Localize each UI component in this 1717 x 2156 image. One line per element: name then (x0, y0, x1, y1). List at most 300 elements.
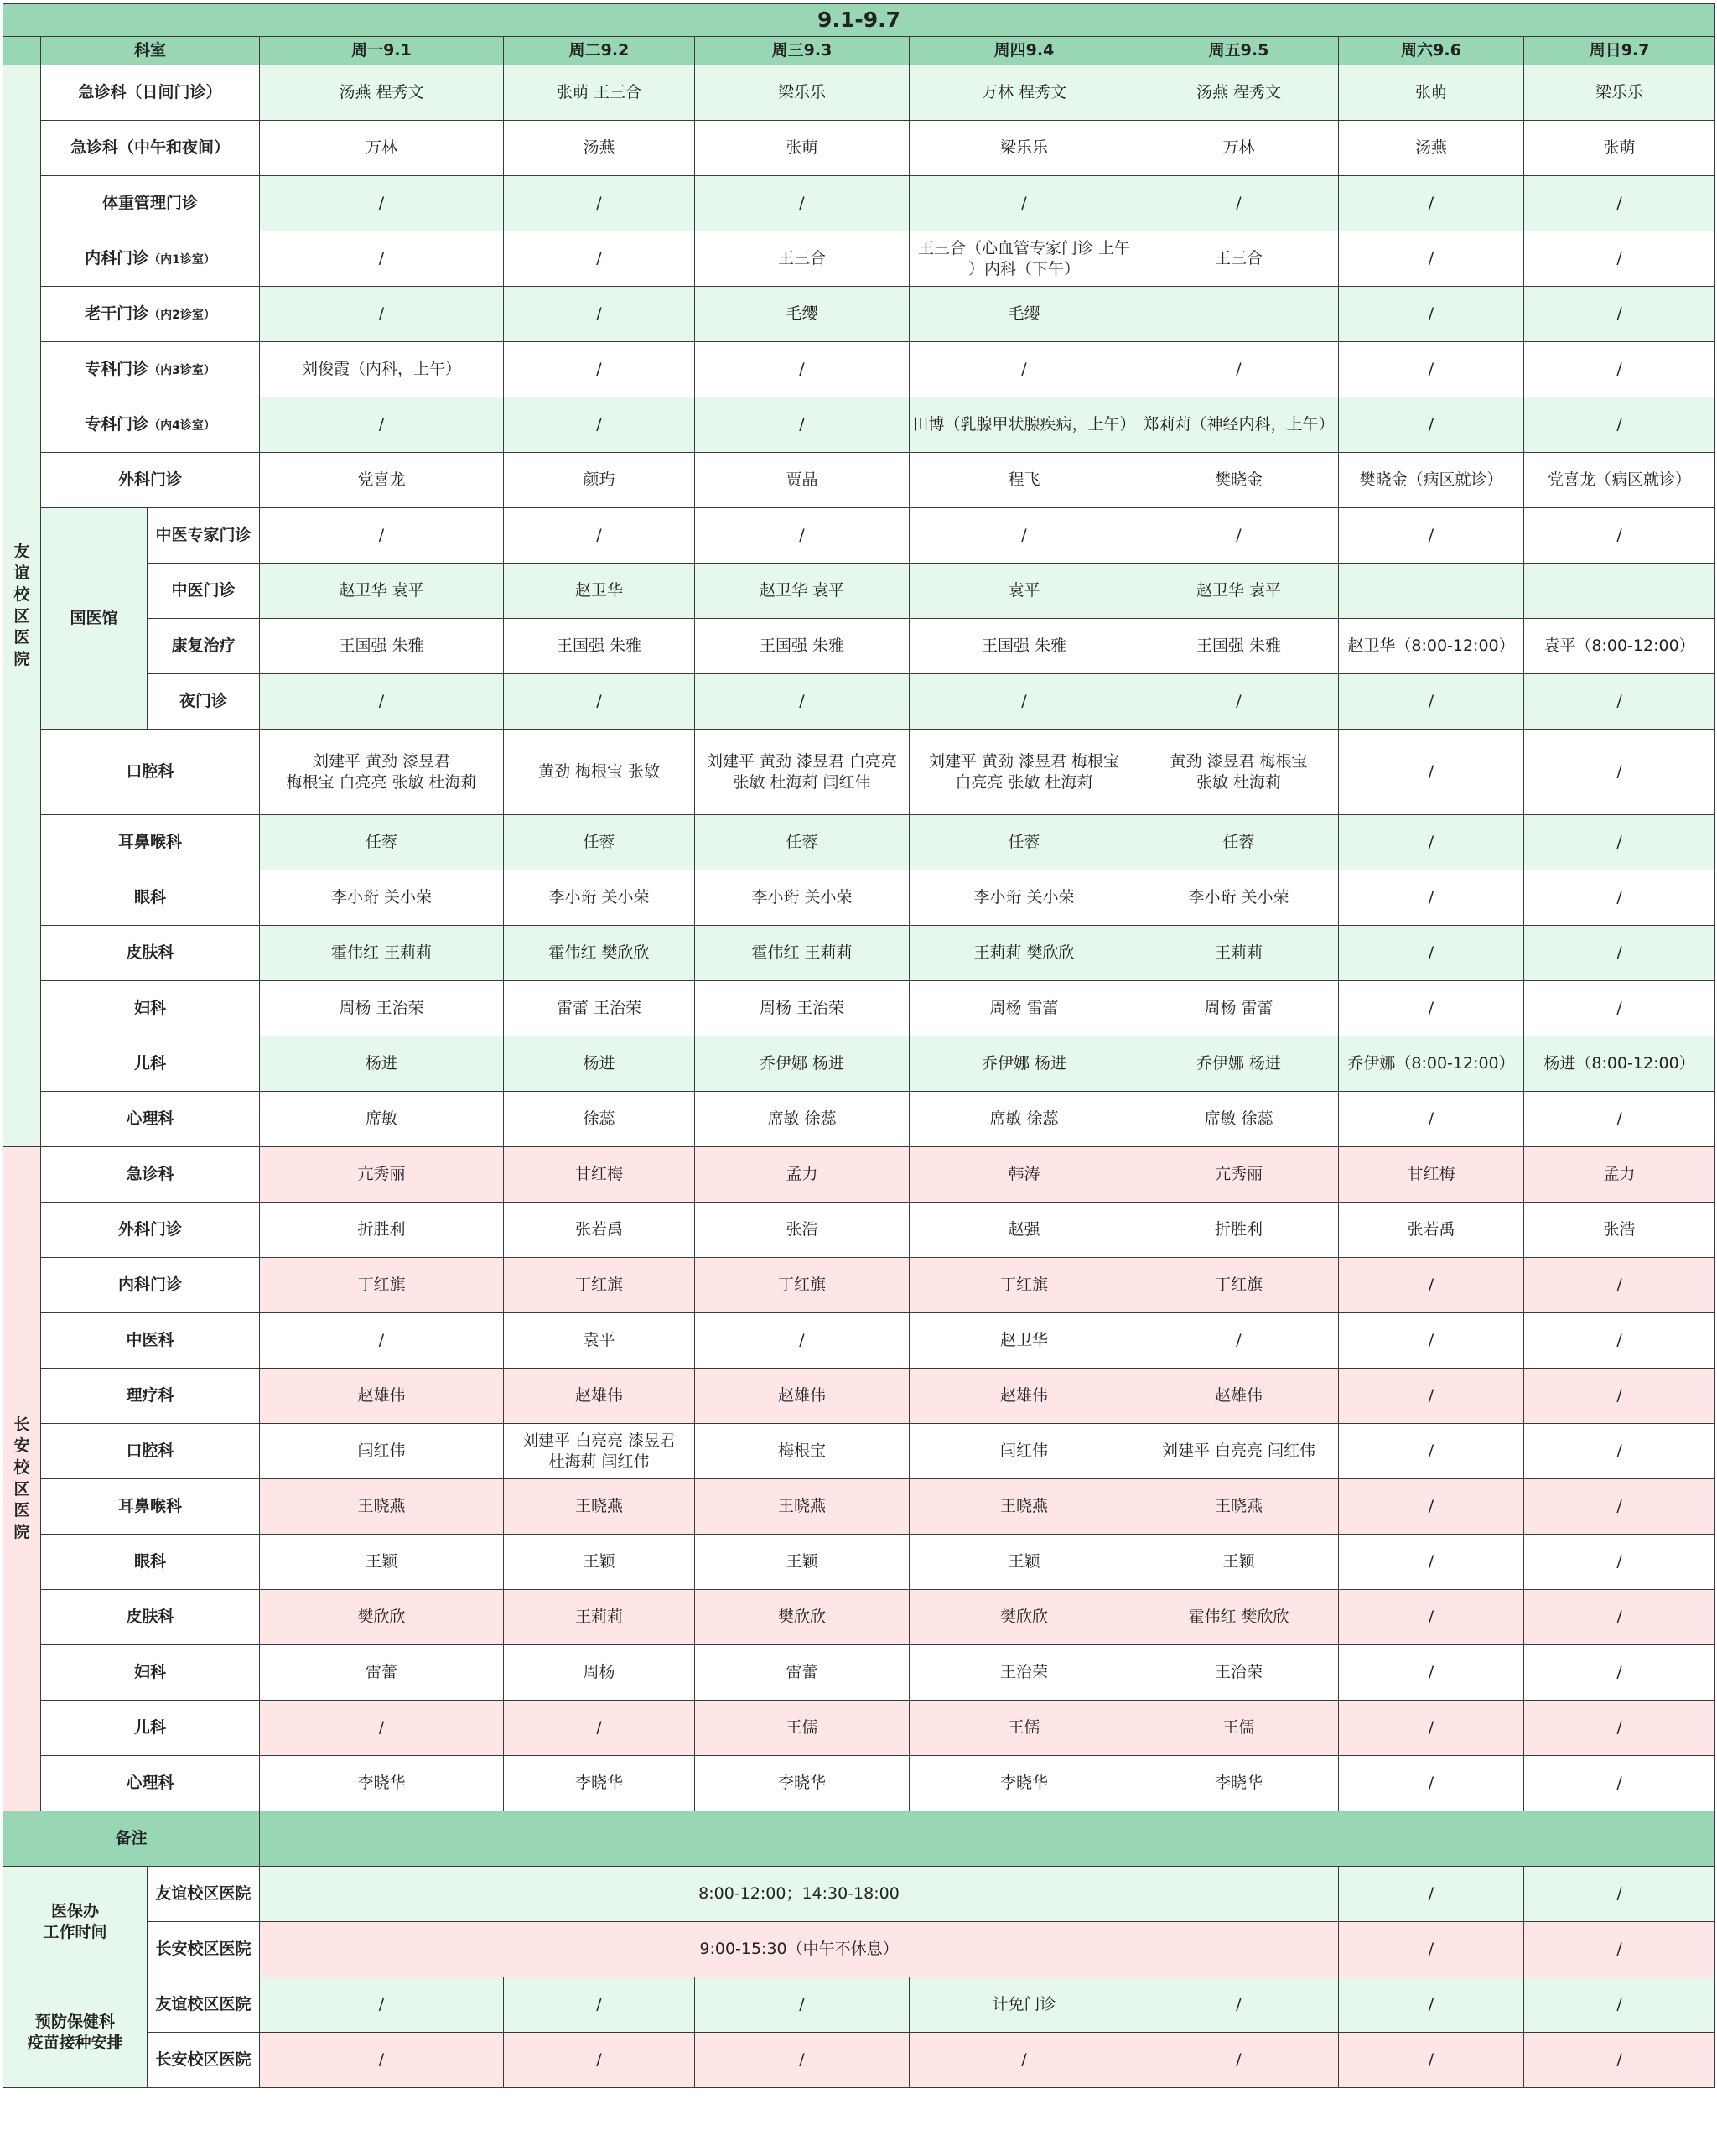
dept-name: 皮肤科 (126, 943, 174, 963)
schedule-cell: 赵卫华 袁平 (1139, 564, 1339, 619)
schedule-cell: 王国强 朱雅 (260, 619, 504, 674)
dept-name: 专科门诊 (85, 360, 149, 379)
schedule-cell: 王治荣 (910, 1645, 1139, 1701)
dept-name: 外科门诊 (117, 1220, 182, 1239)
table-title: 9.1-9.7 (3, 4, 1715, 37)
schedule-cell: 闫红伟 (260, 1424, 504, 1479)
schedule-cell: / (504, 1701, 695, 1756)
schedule-cell: / (1524, 397, 1715, 453)
schedule-cell: / (1339, 1977, 1524, 2033)
table-row (3, 508, 1715, 564)
schedule-cell: 席敏 徐蕊 (695, 1092, 910, 1147)
dept-name: 老干门诊 (85, 304, 149, 324)
schedule-cell: / (1524, 1756, 1715, 1811)
schedule-cell: / (1524, 926, 1715, 981)
schedule-cell: 刘建平 黄劲 漆昱君 梅根宝 白亮亮 张敏 杜海莉 (910, 730, 1139, 815)
schedule-cell: 赵卫华 (910, 1313, 1139, 1369)
schedule-cell: 刘俊霞（内科，上午） (260, 342, 504, 397)
schedule-cell: 王莉莉 (1139, 926, 1339, 981)
campus-name: 长安校区医院 (148, 2033, 260, 2088)
schedule-cell: 张萌 (1524, 121, 1715, 176)
table-row (3, 1977, 1715, 2033)
dept-label (148, 508, 260, 564)
schedule-cell: 袁平 (910, 564, 1139, 619)
schedule-cell: / (1339, 1313, 1524, 1369)
schedule-cell: 丁红旗 (1139, 1258, 1339, 1313)
dept-name: 内科门诊 (85, 249, 149, 268)
schedule-cell: 王国强 朱雅 (910, 619, 1139, 674)
schedule-cell: 赵卫华（8:00-12:00） (1339, 619, 1524, 674)
schedule-cell: 亢秀丽 (1139, 1147, 1339, 1203)
schedule-cell: / (1339, 1701, 1524, 1756)
schedule-cell: 闫红伟 (910, 1424, 1139, 1479)
schedule-cell: / (504, 176, 695, 231)
schedule-cell: / (504, 397, 695, 453)
schedule-cell: / (260, 674, 504, 730)
schedule-cell: 霍伟红 樊欣欣 (1139, 1590, 1339, 1645)
schedule-cell: / (1524, 1092, 1715, 1147)
table-row (3, 1479, 1715, 1535)
schedule-cell: / (1339, 2033, 1524, 2088)
schedule-cell: 贾晶 (695, 453, 910, 508)
dept-label (41, 1258, 260, 1313)
schedule-cell: 甘红梅 (504, 1147, 695, 1203)
schedule-cell: / (1339, 815, 1524, 870)
schedule-cell: / (1524, 981, 1715, 1036)
header-day: 周六9.6 (1339, 37, 1524, 65)
table-row (3, 287, 1715, 342)
dept-name: 耳鼻喉科 (117, 1497, 182, 1516)
schedule-cell: 袁平（8:00-12:00） (1524, 619, 1715, 674)
schedule-cell: 樊欣欣 (695, 1590, 910, 1645)
schedule-cell: 颜玙 (504, 453, 695, 508)
schedule-cell: 张浩 (695, 1203, 910, 1258)
dept-label (41, 65, 260, 121)
schedule-cell: 丁红旗 (504, 1258, 695, 1313)
schedule-cell: / (504, 508, 695, 564)
schedule-cell: / (910, 674, 1139, 730)
schedule-cell: 程飞 (910, 453, 1139, 508)
dept-label (41, 1369, 260, 1424)
schedule-cell: 袁平 (504, 1313, 695, 1369)
schedule-cell: 王儒 (1139, 1701, 1339, 1756)
schedule-cell: / (1524, 342, 1715, 397)
schedule-cell: 赵雄伟 (260, 1369, 504, 1424)
schedule-cell: / (695, 2033, 910, 2088)
schedule-cell: / (1524, 1867, 1715, 1922)
header-day: 周三9.3 (695, 37, 910, 65)
schedule-cell: 任蓉 (260, 815, 504, 870)
dept-name: 康复治疗 (171, 636, 236, 656)
schedule-cell: / (260, 1313, 504, 1369)
schedule-cell: 王颖 (695, 1535, 910, 1590)
schedule-cell: 霍伟红 王莉莉 (260, 926, 504, 981)
table-row (3, 176, 1715, 231)
schedule-cell: / (910, 508, 1139, 564)
schedule-cell: / (1339, 1922, 1524, 1977)
schedule-cell: 赵雄伟 (1139, 1369, 1339, 1424)
schedule-cell: / (1139, 674, 1339, 730)
schedule-cell: 李晓华 (695, 1756, 910, 1811)
table-row (3, 1313, 1715, 1369)
schedule-cell: 梅根宝 (695, 1424, 910, 1479)
schedule-cell: 黄劲 梅根宝 张敏 (504, 730, 695, 815)
schedule-cell: 雷蕾 (695, 1645, 910, 1701)
schedule-cell: 丁红旗 (695, 1258, 910, 1313)
schedule-cell: 赵雄伟 (695, 1369, 910, 1424)
dept-label (148, 674, 260, 730)
schedule-cell: 李晓华 (1139, 1756, 1339, 1811)
schedule-cell: / (910, 176, 1139, 231)
schedule-cell: 汤燕 (504, 121, 695, 176)
schedule-cell: 霍伟红 王莉莉 (695, 926, 910, 981)
header-dept: 科室 (41, 37, 260, 65)
room-label: （内2诊室） (148, 309, 215, 323)
schedule-cell: 乔伊娜 杨进 (695, 1036, 910, 1092)
schedule-cell: 徐蕊 (504, 1092, 695, 1147)
table-row (3, 453, 1715, 508)
schedule-cell: / (504, 2033, 695, 2088)
schedule-cell: 周杨 王治荣 (260, 981, 504, 1036)
schedule-cell: / (1339, 730, 1524, 815)
room-label: （内3诊室） (148, 364, 215, 378)
schedule-cell: / (260, 176, 504, 231)
table-row (3, 1645, 1715, 1701)
schedule-cell: / (1139, 176, 1339, 231)
schedule-cell: / (1524, 1590, 1715, 1645)
header-day: 周日9.7 (1524, 37, 1715, 65)
schedule-cell: 周杨 雷蕾 (1139, 981, 1339, 1036)
header-day: 周一9.1 (260, 37, 504, 65)
schedule-cell: / (1524, 674, 1715, 730)
schedule-cell: 杨进（8:00-12:00） (1524, 1036, 1715, 1092)
schedule-cell: / (1524, 287, 1715, 342)
schedule-cell: / (1524, 1369, 1715, 1424)
dept-name: 心理科 (126, 1109, 174, 1129)
schedule-cell: 李晓华 (910, 1756, 1139, 1811)
schedule-cell: 赵雄伟 (504, 1369, 695, 1424)
schedule-cell: 王三合 (695, 231, 910, 287)
schedule-cell: 杨进 (504, 1036, 695, 1092)
schedule-cell: 梁乐乐 (695, 65, 910, 121)
dept-name: 妇科 (133, 999, 166, 1018)
vaccine-label: 预防保健科 疫苗接种安排 (3, 1977, 148, 2088)
schedule-cell: 万林 程秀文 (910, 65, 1139, 121)
schedule-cell: 王晓燕 (910, 1479, 1139, 1535)
schedule-cell: 王莉莉 (504, 1590, 695, 1645)
schedule-cell: / (1139, 2033, 1339, 2088)
dept-label (41, 1147, 260, 1203)
schedule-table (3, 3, 1715, 2088)
dept-label (41, 287, 260, 342)
schedule-cell: / (695, 397, 910, 453)
schedule-cell: 孟力 (695, 1147, 910, 1203)
schedule-cell: / (1339, 508, 1524, 564)
dept-label (41, 981, 260, 1036)
schedule-cell: 李晓华 (260, 1756, 504, 1811)
schedule-cell: / (1339, 342, 1524, 397)
dept-name: 耳鼻喉科 (117, 833, 182, 852)
schedule-cell: 樊晓金（病区就诊） (1339, 453, 1524, 508)
schedule-cell: / (1339, 1092, 1524, 1147)
dept-name: 妇科 (133, 1663, 166, 1682)
schedule-cell: / (1139, 342, 1339, 397)
schedule-cell: / (695, 1313, 910, 1369)
schedule-cell: 党喜龙（病区就诊） (1524, 453, 1715, 508)
dept-name: 体重管理门诊 (101, 194, 198, 213)
schedule-cell: / (504, 674, 695, 730)
table-row (3, 1535, 1715, 1590)
table-row (3, 1590, 1715, 1645)
room-label: （内1诊室） (148, 253, 215, 268)
schedule-cell: 李小珩 关小荣 (260, 870, 504, 926)
schedule-cell: / (1339, 1590, 1524, 1645)
schedule-cell: 张萌 (1339, 65, 1524, 121)
schedule-cell: / (504, 231, 695, 287)
campus-label: 友 谊 校 区 医 院 (3, 65, 41, 1147)
schedule-cell: / (1339, 176, 1524, 231)
dept-name: 口腔科 (126, 762, 174, 782)
schedule-cell: / (910, 342, 1139, 397)
schedule-cell: 任蓉 (910, 815, 1139, 870)
schedule-cell: 周杨 王治荣 (695, 981, 910, 1036)
schedule-cell: / (260, 2033, 504, 2088)
schedule-cell: / (695, 674, 910, 730)
table-row (3, 815, 1715, 870)
table-row (3, 1258, 1715, 1313)
table-row (3, 1092, 1715, 1147)
dept-label (41, 926, 260, 981)
schedule-cell: 王颖 (1139, 1535, 1339, 1590)
schedule-cell: / (695, 176, 910, 231)
header-day: 周五9.5 (1139, 37, 1339, 65)
dept-label (41, 231, 260, 287)
schedule-cell: / (260, 1701, 504, 1756)
schedule-cell: 雷蕾 王治荣 (504, 981, 695, 1036)
schedule-cell: / (1339, 1535, 1524, 1590)
table-row (3, 1369, 1715, 1424)
dept-label (41, 1645, 260, 1701)
schedule-cell: 梁乐乐 (910, 121, 1139, 176)
dept-name: 外科门诊 (117, 470, 182, 490)
schedule-cell: 梁乐乐 (1524, 65, 1715, 121)
table-row (3, 1867, 1715, 1922)
schedule-cell: / (1339, 287, 1524, 342)
schedule-cell: 赵卫华 袁平 (260, 564, 504, 619)
dept-name: 儿科 (133, 1054, 166, 1073)
schedule-cell: 赵卫华 (504, 564, 695, 619)
schedule-cell: 李小珩 关小荣 (910, 870, 1139, 926)
dept-label (41, 121, 260, 176)
schedule-cell: / (695, 508, 910, 564)
schedule-cell: 雷蕾 (260, 1645, 504, 1701)
schedule-cell: 万林 (1139, 121, 1339, 176)
schedule-cell: 席敏 徐蕊 (1139, 1092, 1339, 1147)
schedule-cell: / (1524, 2033, 1715, 2088)
table-row (3, 619, 1715, 674)
schedule-cell: 席敏 徐蕊 (910, 1092, 1139, 1147)
header-day: 周二9.2 (504, 37, 695, 65)
table-row (3, 1203, 1715, 1258)
schedule-cell: 丁红旗 (260, 1258, 504, 1313)
schedule-cell: 乔伊娜 杨进 (910, 1036, 1139, 1092)
schedule-cell: / (1339, 981, 1524, 1036)
dept-name: 中医科 (126, 1331, 174, 1350)
schedule-cell: / (1339, 1369, 1524, 1424)
schedule-cell: / (695, 342, 910, 397)
schedule-cell: / (260, 397, 504, 453)
schedule-cell: / (1524, 730, 1715, 815)
schedule-cell: / (1339, 1479, 1524, 1535)
schedule-cell: / (1524, 1535, 1715, 1590)
schedule-cell: 王儒 (910, 1701, 1139, 1756)
schedule-cell: 周杨 雷蕾 (910, 981, 1139, 1036)
dept-name: 眼科 (133, 888, 166, 907)
dept-label (41, 815, 260, 870)
schedule-cell: 汤燕 程秀文 (260, 65, 504, 121)
dept-name: 专科门诊 (85, 415, 149, 434)
dept-name: 皮肤科 (126, 1608, 174, 1627)
dept-name: 中医专家门诊 (155, 526, 252, 545)
schedule-cell: 万林 (260, 121, 504, 176)
schedule-cell: / (1524, 1645, 1715, 1701)
schedule-cell: 郑莉莉（神经内科，上午） (1139, 397, 1339, 453)
table-row (3, 1424, 1715, 1479)
schedule-cell: 汤燕 (1339, 121, 1524, 176)
schedule-cell: 孟力 (1524, 1147, 1715, 1203)
schedule-cell: 王晓燕 (1139, 1479, 1339, 1535)
schedule-cell: / (910, 2033, 1139, 2088)
schedule-cell: / (1524, 1313, 1715, 1369)
schedule-cell: / (1524, 1258, 1715, 1313)
schedule-cell: 任蓉 (504, 815, 695, 870)
table-row (3, 1036, 1715, 1092)
schedule-cell: / (1524, 1922, 1715, 1977)
schedule-cell: 张浩 (1524, 1203, 1715, 1258)
schedule-cell: 刘建平 黄劲 漆昱君 白亮亮 张敏 杜海莉 闫红伟 (695, 730, 910, 815)
dept-label (41, 176, 260, 231)
schedule-cell: 赵雄伟 (910, 1369, 1139, 1424)
schedule-cell: 赵强 (910, 1203, 1139, 1258)
schedule-cell: 汤燕 程秀文 (1139, 65, 1339, 121)
schedule-cell: 乔伊娜 杨进 (1139, 1036, 1339, 1092)
schedule-cell: / (1339, 870, 1524, 926)
schedule-cell: / (1524, 1424, 1715, 1479)
schedule-cell: / (1139, 1977, 1339, 2033)
dept-name: 眼科 (133, 1552, 166, 1572)
schedule-cell: 韩涛 (910, 1147, 1139, 1203)
table-row (3, 121, 1715, 176)
dept-label (41, 342, 260, 397)
dept-label (41, 730, 260, 815)
schedule-cell: / (1339, 1258, 1524, 1313)
schedule-cell: 田博（乳腺甲状腺疾病，上午） (910, 397, 1139, 453)
table-row (3, 1701, 1715, 1756)
header-row (3, 37, 1715, 65)
dept-label (41, 1036, 260, 1092)
schedule-cell: 李小珩 关小荣 (1139, 870, 1339, 926)
table-row (3, 231, 1715, 287)
dept-name: 理疗科 (126, 1386, 174, 1405)
dept-label (41, 1535, 260, 1590)
schedule-cell: / (1524, 176, 1715, 231)
campus-name: 友谊校区医院 (148, 1977, 260, 2033)
table-row (3, 342, 1715, 397)
table-row (3, 2033, 1715, 2088)
schedule-cell: 王颖 (504, 1535, 695, 1590)
schedule-cell: 亢秀丽 (260, 1147, 504, 1203)
schedule-cell: 甘红梅 (1339, 1147, 1524, 1203)
schedule-cell: / (504, 342, 695, 397)
dept-label (41, 1203, 260, 1258)
schedule-cell: / (1524, 815, 1715, 870)
schedule-cell: 张萌 王三合 (504, 65, 695, 121)
table-row (3, 1922, 1715, 1977)
schedule-cell: 王晓燕 (260, 1479, 504, 1535)
schedule-cell: 席敏 (260, 1092, 504, 1147)
table-row (3, 65, 1715, 121)
schedule-cell: / (504, 1977, 695, 2033)
schedule-cell: / (260, 508, 504, 564)
dept-label (41, 1756, 260, 1811)
schedule-cell: 王晓燕 (695, 1479, 910, 1535)
schedule-cell: 王国强 朱雅 (695, 619, 910, 674)
schedule-cell: 刘建平 白亮亮 闫红伟 (1139, 1424, 1339, 1479)
schedule-cell: / (1524, 508, 1715, 564)
schedule-cell: 李晓华 (504, 1756, 695, 1811)
schedule-cell: / (260, 287, 504, 342)
dept-label (41, 1590, 260, 1645)
schedule-cell: 张若禹 (1339, 1203, 1524, 1258)
schedule-cell: / (1524, 1479, 1715, 1535)
schedule-cell: / (1339, 1867, 1524, 1922)
office-hours: 9:00-15:30（中午不休息） (260, 1922, 1339, 1977)
schedule-cell: 王颖 (910, 1535, 1139, 1590)
schedule-cell: 王国强 朱雅 (504, 619, 695, 674)
table-row (3, 397, 1715, 453)
room-label: （内4诊室） (148, 419, 215, 434)
schedule-cell: / (1524, 1701, 1715, 1756)
dept-name: 口腔科 (126, 1442, 174, 1461)
dept-label (41, 1313, 260, 1369)
schedule-cell: / (260, 231, 504, 287)
schedule-cell: 折胜利 (260, 1203, 504, 1258)
schedule-cell: 王国强 朱雅 (1139, 619, 1339, 674)
dept-label (41, 870, 260, 926)
dept-label (41, 1424, 260, 1479)
office-hours: 8:00-12:00；14:30-18:00 (260, 1867, 1339, 1922)
schedule-cell: / (695, 1977, 910, 2033)
dept-label (41, 453, 260, 508)
schedule-cell: / (1339, 1645, 1524, 1701)
schedule-cell: / (1339, 1424, 1524, 1479)
schedule-cell: / (1339, 231, 1524, 287)
table-row (3, 870, 1715, 926)
schedule-cell: / (260, 1977, 504, 2033)
dept-label (41, 1479, 260, 1535)
dept-name: 中医门诊 (171, 581, 236, 600)
schedule-cell: 张萌 (695, 121, 910, 176)
schedule-cell: 党喜龙 (260, 453, 504, 508)
table-row (3, 1147, 1715, 1203)
dept-label (148, 564, 260, 619)
schedule-cell: 王颖 (260, 1535, 504, 1590)
schedule-cell: 樊欣欣 (910, 1590, 1139, 1645)
dept-name: 急诊科 (126, 1165, 174, 1184)
campus-name: 长安校区医院 (148, 1922, 260, 1977)
table-row (3, 1811, 1715, 1867)
dept-name: 夜门诊 (179, 692, 227, 711)
